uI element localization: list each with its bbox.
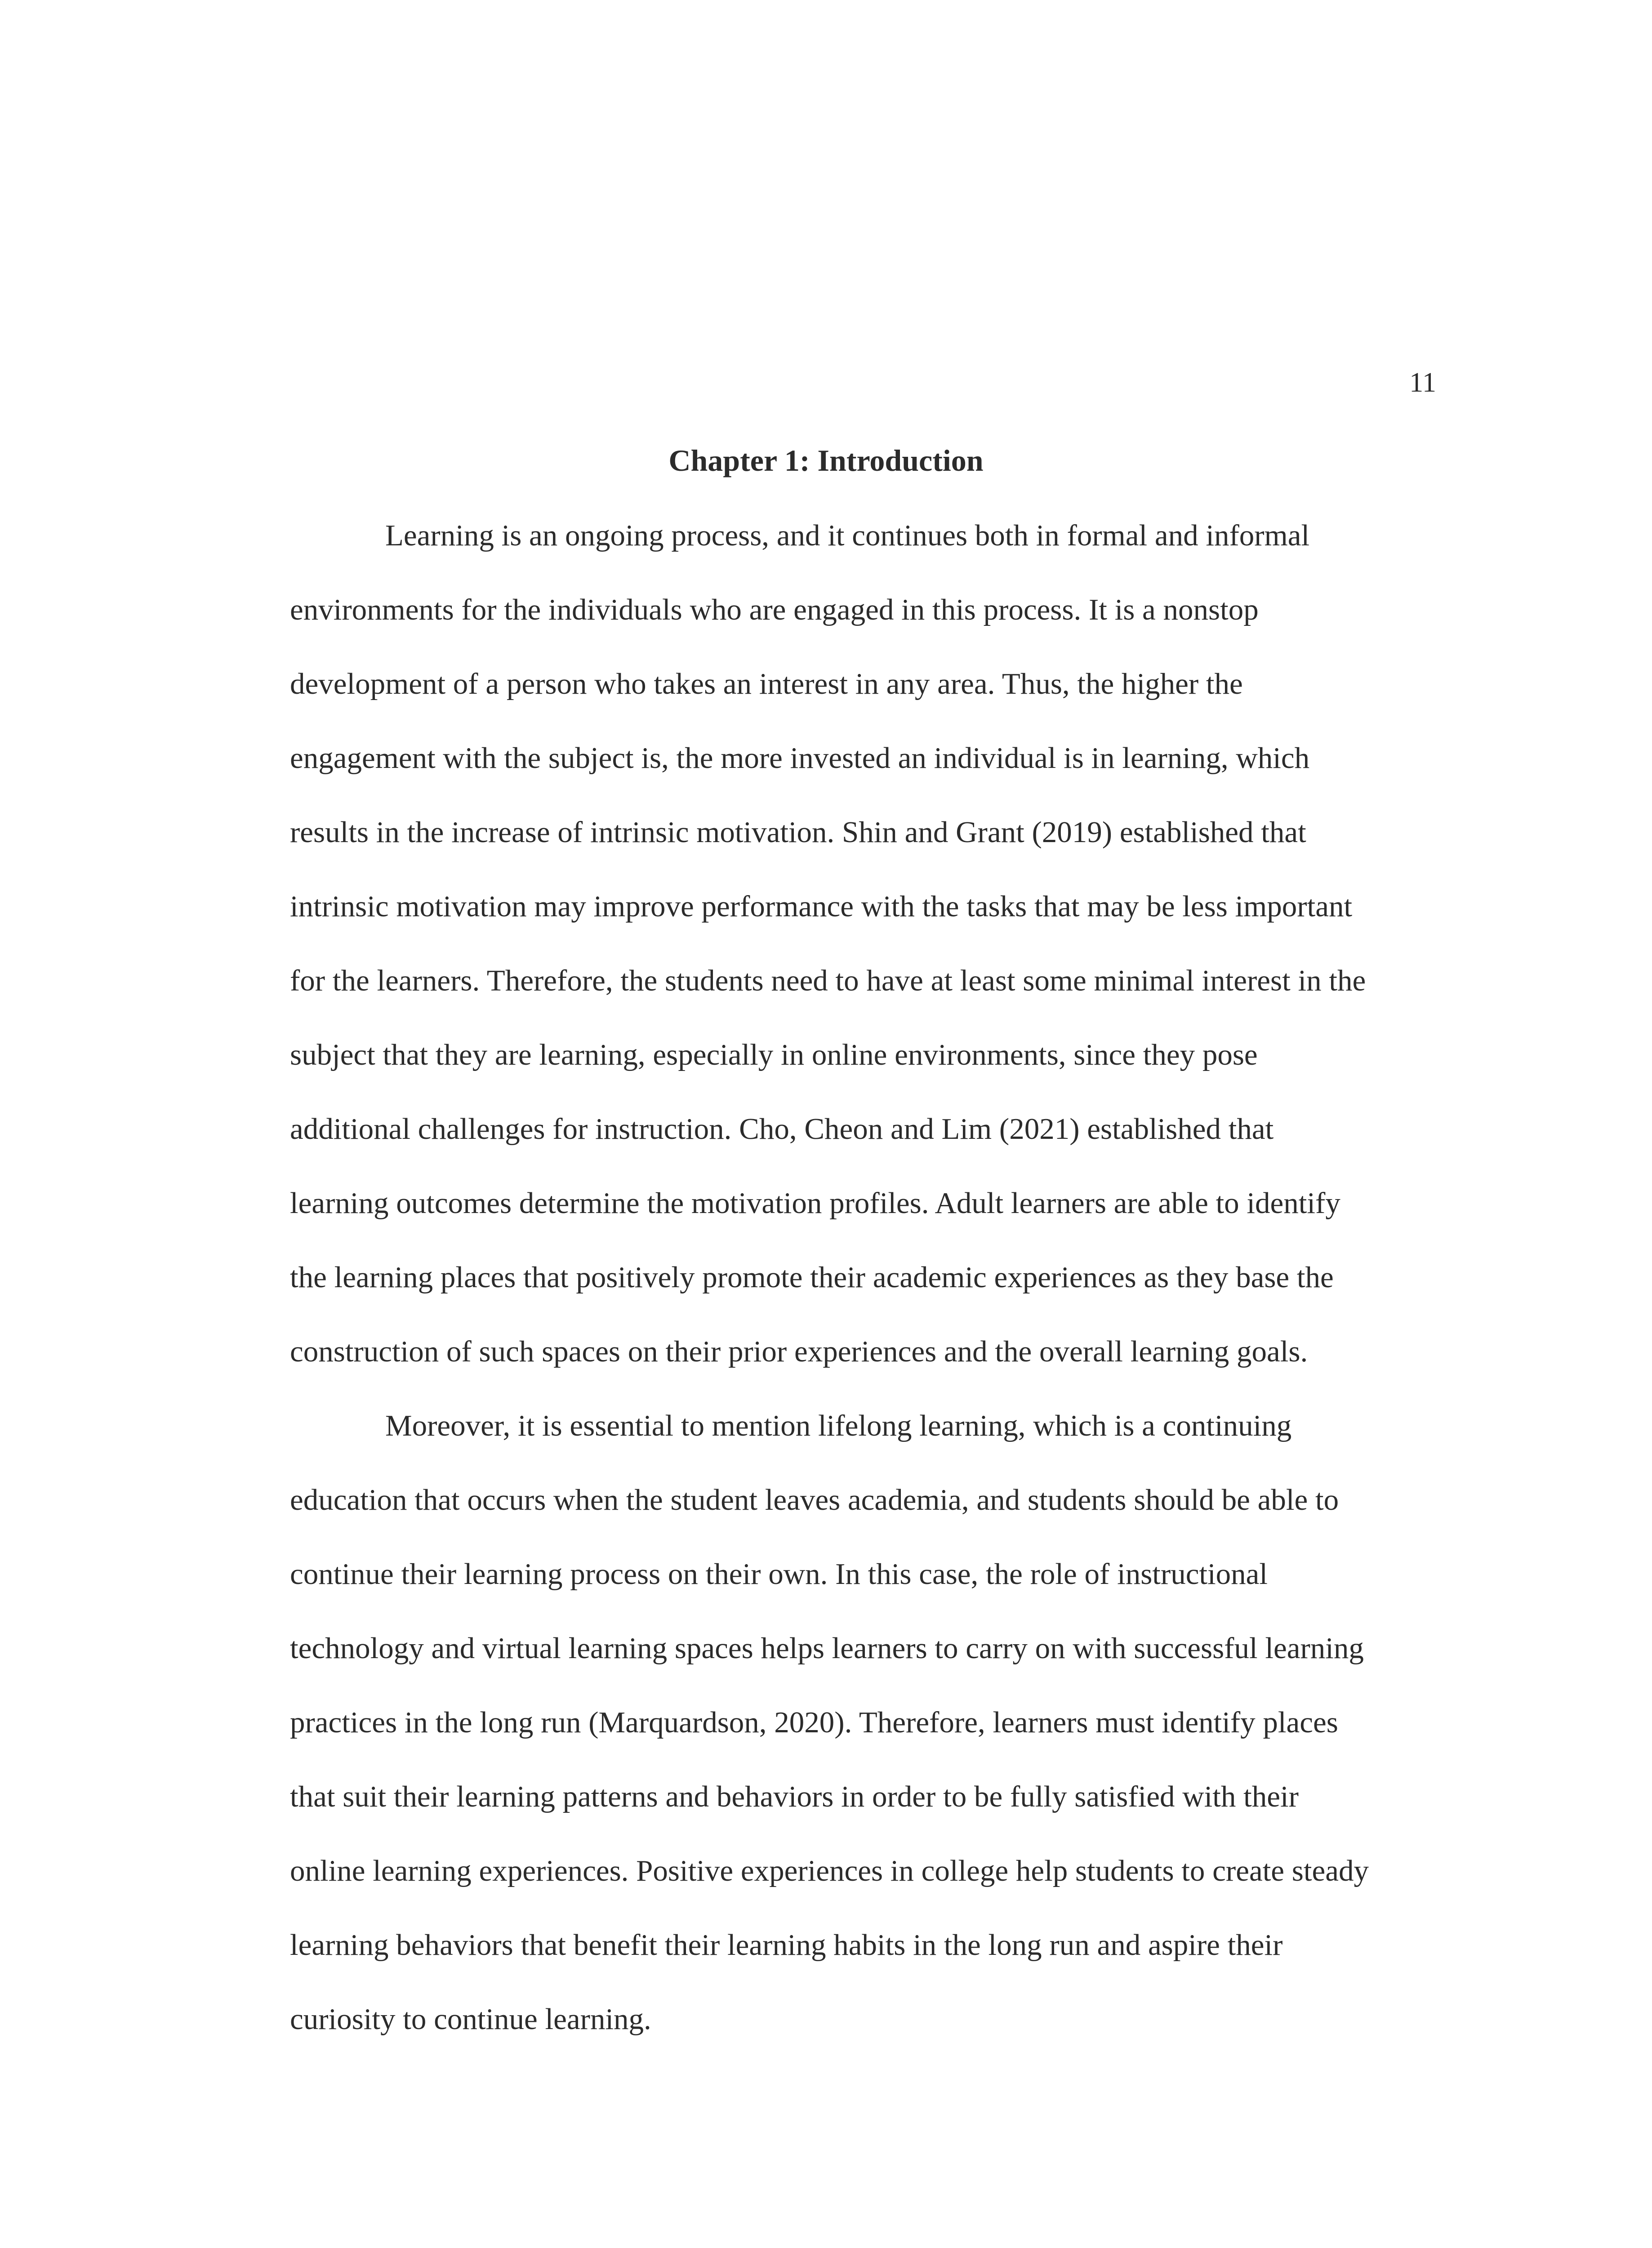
text-line: learning behaviors that benefit their learning habits in the long run and aspire their [290,1928,1283,1962]
text-line: that suit their learning patterns and behaviors in order to be fully satisfied with their [290,1780,1299,1813]
text-line: continue their learning process on their own. In this case, the role of instructional [290,1557,1268,1591]
text-line: subject that they are learning, especially in online environments, since they pose [290,1038,1258,1071]
page-number: 11 [1409,367,1436,398]
text-line: practices in the long run (Marquardson, 2020). Therefore, learners must identify places [290,1706,1338,1739]
text-line: engagement with the subject is, the more invested an individual is in learning, which [290,741,1310,775]
text-line: curiosity to continue learning. [290,2003,651,2036]
text-line: the learning places that positively promote their academic experiences as they base the [290,1261,1334,1294]
text-line: Moreover, it is essential to mention lifelong learning, which is a continuing [385,1409,1292,1442]
text-line: education that occurs when the student leaves academia, and students should be able to [290,1483,1339,1517]
text-line: construction of such spaces on their prior experiences and the overall learning goals. [290,1335,1308,1368]
chapter-title: Chapter 1: Introduction [668,443,984,477]
text-line: learning outcomes determine the motivation profiles. Adult learners are able to identify [290,1186,1340,1220]
text-line: Learning is an ongoing process, and it continues both in formal and informal [385,519,1310,552]
text-line: online learning experiences. Positive experiences in college help students to create steady [290,1854,1369,1887]
text-line: results in the increase of intrinsic motivation. Shin and Grant (2019) established that [290,816,1306,849]
text-line: development of a person who takes an interest in any area. Thus, the higher the [290,667,1243,700]
text-line: technology and virtual learning spaces helps learners to carry on with successful learning [290,1632,1364,1665]
text-line: additional challenges for instruction. Cho, Cheon and Lim (2021) established that [290,1112,1274,1146]
text-line: intrinsic motivation may improve performance with the tasks that may be less important [290,890,1353,923]
text-line: for the learners. Therefore, the students need to have at least some minimal interest in the [290,964,1366,997]
text-line: environments for the individuals who are engaged in this process. It is a nonstop [290,593,1259,626]
